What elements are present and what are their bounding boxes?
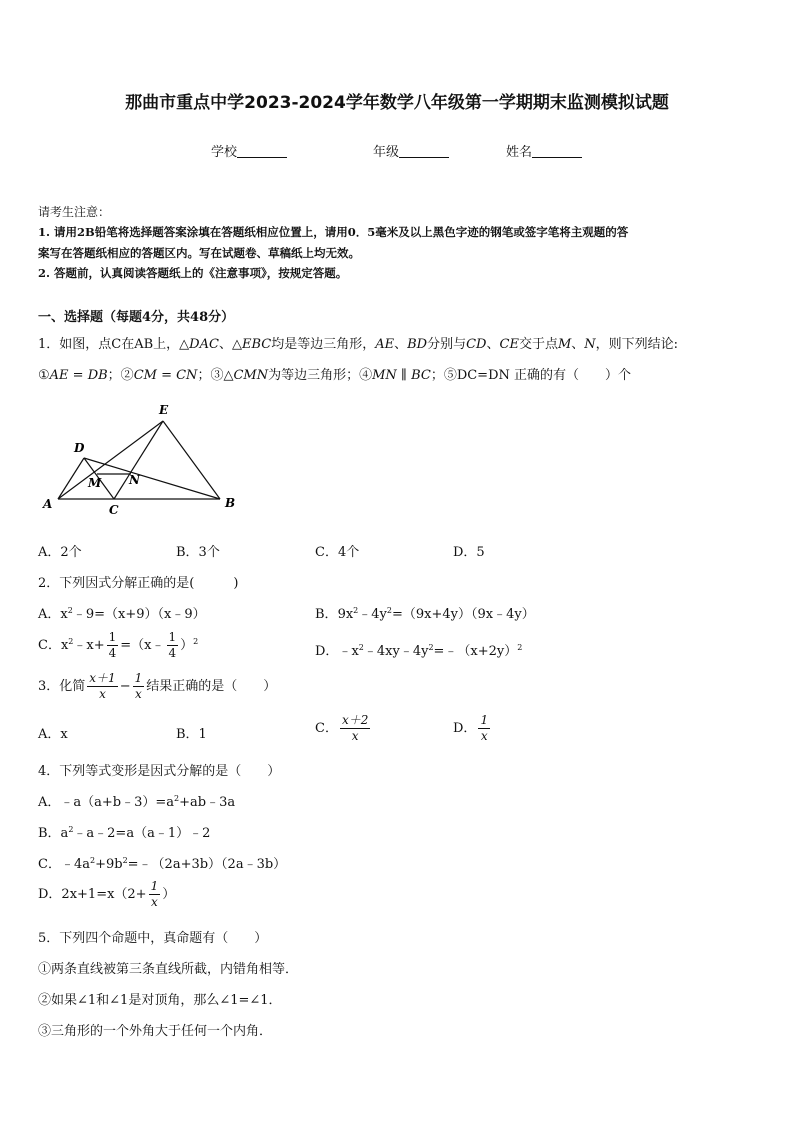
q3-stem xyxy=(38,671,276,702)
line-db xyxy=(84,458,220,499)
text-run: ﹣x xyxy=(338,644,359,659)
label-m: M xyxy=(88,476,102,490)
text-run: 、 xyxy=(571,337,585,352)
text-run: △CMN xyxy=(223,368,269,383)
text-run: x xyxy=(99,687,106,701)
page-title: 那曲市重点中学2023-2024学年数学八年级第一学期期末监测模拟试题 xyxy=(125,93,669,113)
q4-option-d xyxy=(38,879,175,910)
school-blank xyxy=(237,145,287,158)
text-run: =﹣（2a+3b）（2a﹣3b） xyxy=(127,857,287,872)
school-field xyxy=(211,141,287,160)
text-run: C． xyxy=(315,721,338,736)
text-run: 1．如图，点C在AB上， xyxy=(38,337,180,352)
line-ce xyxy=(114,421,163,499)
text-run: B．a xyxy=(38,826,69,841)
text-run: ；⑤DC=DN 正确的有（ ）个 xyxy=(430,368,632,383)
text-run: 分别与 xyxy=(427,337,467,352)
exponent: 2 xyxy=(386,606,392,615)
grade-label: 年级 xyxy=(373,145,400,160)
text-run: 、 xyxy=(486,337,500,352)
q1-option-b: B．3个 xyxy=(176,545,220,560)
q1-option-d: D．5 xyxy=(453,545,485,560)
text-run: ﹣4y xyxy=(358,607,387,622)
text-run: 4 xyxy=(108,646,117,660)
text-run: =（9x+4y）（9x﹣4y） xyxy=(391,607,535,622)
text-run: C． xyxy=(38,638,61,653)
q1-conclusions xyxy=(38,364,631,383)
q1-figure xyxy=(38,398,248,523)
line-ae xyxy=(58,421,163,499)
q5-proposition-1: ①两条直线被第三条直线所截，内错角相等． xyxy=(38,962,299,977)
text-run: 、 xyxy=(394,337,408,352)
exponent: 2 xyxy=(174,794,180,803)
text-run: D． xyxy=(315,644,339,659)
fraction xyxy=(167,630,179,661)
text-run: C．﹣4a xyxy=(38,857,90,872)
q5-stem: 5．下列四个命题中，真命题有（ ） xyxy=(38,931,268,946)
text-run: △DAC xyxy=(179,337,219,352)
text-run: x xyxy=(480,729,488,743)
text-run: − xyxy=(119,679,131,694)
q4-option-c xyxy=(38,853,286,872)
text-run: x＋2 xyxy=(341,713,369,727)
text-run: =（x﹣ xyxy=(120,638,165,653)
q3-option-b: B．1 xyxy=(176,727,207,742)
text-run: CM = CN xyxy=(133,368,198,383)
q2-option-a xyxy=(38,603,206,622)
text-run: ﹣4xy﹣4y xyxy=(363,644,429,659)
text-run: ；③ xyxy=(197,368,224,383)
q3-option-a: A．x xyxy=(38,727,68,742)
exponent: 2 xyxy=(428,643,434,652)
line-eb xyxy=(163,421,220,499)
text-run: BD xyxy=(407,337,428,352)
text-run: 4 xyxy=(168,646,177,660)
grade-field xyxy=(373,141,449,160)
text-run: =﹣（x+2y） xyxy=(433,644,518,659)
q1-option-c: C．4个 xyxy=(315,545,360,560)
text-run: MN ∥ BC xyxy=(372,368,431,383)
text-run: CE xyxy=(499,337,519,352)
exponent: 2 xyxy=(358,643,364,652)
q2-option-b xyxy=(315,603,535,622)
q1-option-a: A．2个 xyxy=(38,545,82,560)
text-run: 1 xyxy=(480,713,489,727)
name-field xyxy=(506,141,582,160)
text-run: ﹣a﹣2=a（a﹣1）﹣2 xyxy=(73,826,211,841)
school-label: 学校 xyxy=(211,145,238,160)
notice-item-1a: 1. 请用2B铅笔将选择题答案涂填在答题纸相应位置上，请用0．5毫米及以上黑色字迹的钢笔或签字笔将主观题的答 xyxy=(38,225,629,239)
text-run: x＋1 xyxy=(89,671,116,685)
text-run: 交于点 xyxy=(518,337,558,352)
text-run: +ab﹣3a xyxy=(179,795,236,810)
label-e: E xyxy=(159,403,169,417)
text-run: D．2x+1=x（2+ xyxy=(38,887,147,902)
exponent: 2 xyxy=(517,643,523,652)
text-run: 结果正确的是（ ） xyxy=(146,679,277,694)
text-run: ﹣9=（x+9）（x﹣9） xyxy=(72,607,206,622)
text-run: ；② xyxy=(107,368,134,383)
fraction xyxy=(87,671,117,702)
text-run: 3．化简 xyxy=(38,679,86,694)
text-run: M xyxy=(557,337,572,352)
notice-heading: 请考生注意： xyxy=(38,205,111,219)
q2-option-d xyxy=(315,640,522,659)
text-run: 、 xyxy=(218,337,232,352)
q4-option-b xyxy=(38,822,210,841)
q4-option-a xyxy=(38,791,235,810)
exponent: 2 xyxy=(193,637,199,646)
q3-option-c xyxy=(315,713,372,744)
exponent: 2 xyxy=(353,606,359,615)
text-run: 1 xyxy=(168,630,177,644)
fraction xyxy=(149,879,161,910)
q5-proposition-3: ③三角形的一个外角大于任何一个内角． xyxy=(38,1024,273,1039)
q2-stem: 2．下列因式分解正确的是( ) xyxy=(38,576,239,591)
q3-option-d xyxy=(453,713,492,744)
name-blank xyxy=(532,145,582,158)
text-run: CD xyxy=(466,337,487,352)
text-run: 1 xyxy=(134,671,143,685)
fraction xyxy=(133,671,145,702)
q5-proposition-2: ②如果∠1和∠1是对顶角，那么∠1=∠1． xyxy=(38,993,282,1008)
exponent: 2 xyxy=(68,825,74,834)
q2-option-c xyxy=(38,630,198,661)
exponent: 2 xyxy=(89,856,96,865)
text-run: x xyxy=(351,729,359,743)
text-run: ，则下列结论: xyxy=(595,337,679,352)
q4-stem: 4．下列等式变形是因式分解的是（ ） xyxy=(38,764,281,779)
text-run: N xyxy=(584,337,596,352)
text-run: AE xyxy=(375,337,395,352)
text-run: ① xyxy=(38,368,50,383)
text-run: x xyxy=(60,638,69,653)
label-n: N xyxy=(129,473,140,487)
text-run: ） xyxy=(180,638,194,653)
text-run: x xyxy=(60,607,68,622)
text-run: ﹣x+ xyxy=(73,638,105,653)
notice-item-2: 2. 答题前，认真阅读答题纸上的《注意事项》，按规定答题。 xyxy=(38,266,348,280)
text-run: x xyxy=(135,687,142,701)
name-label: 姓名 xyxy=(506,145,533,160)
text-run: 为等边三角形；④ xyxy=(268,368,373,383)
text-run: x xyxy=(151,895,158,909)
text-run: 1 xyxy=(108,630,117,644)
fraction xyxy=(478,713,490,744)
text-run: ） xyxy=(162,887,176,902)
text-run: 均是等边三角形， xyxy=(271,337,376,352)
text-run: A． xyxy=(38,607,61,622)
text-run: 9x xyxy=(337,607,354,622)
label-c: C xyxy=(109,503,119,517)
fraction xyxy=(107,630,119,661)
text-run: D． xyxy=(453,721,477,736)
text-run: △EBC xyxy=(231,337,272,352)
text-run: B． xyxy=(315,607,338,622)
line-ad xyxy=(58,458,84,499)
label-a: A xyxy=(43,497,53,511)
text-run: AE = DB xyxy=(49,368,108,383)
exponent: 2 xyxy=(122,856,128,865)
text-run: 1 xyxy=(150,879,159,893)
label-d: D xyxy=(74,441,85,455)
label-b: B xyxy=(225,496,236,510)
exponent: 2 xyxy=(68,637,74,646)
fraction xyxy=(340,713,370,744)
q1-stem xyxy=(38,333,678,352)
text-run: A．﹣a（a+b﹣3）=a xyxy=(38,795,175,810)
exponent: 2 xyxy=(67,606,73,615)
text-run: +9b xyxy=(95,857,123,872)
grade-blank xyxy=(399,145,449,158)
section-heading: 一、选择题（每题4分，共48分） xyxy=(38,310,235,325)
notice-item-1b: 案写在答题纸相应的答题区内。写在试题卷、草稿纸上均无效。 xyxy=(38,246,360,260)
